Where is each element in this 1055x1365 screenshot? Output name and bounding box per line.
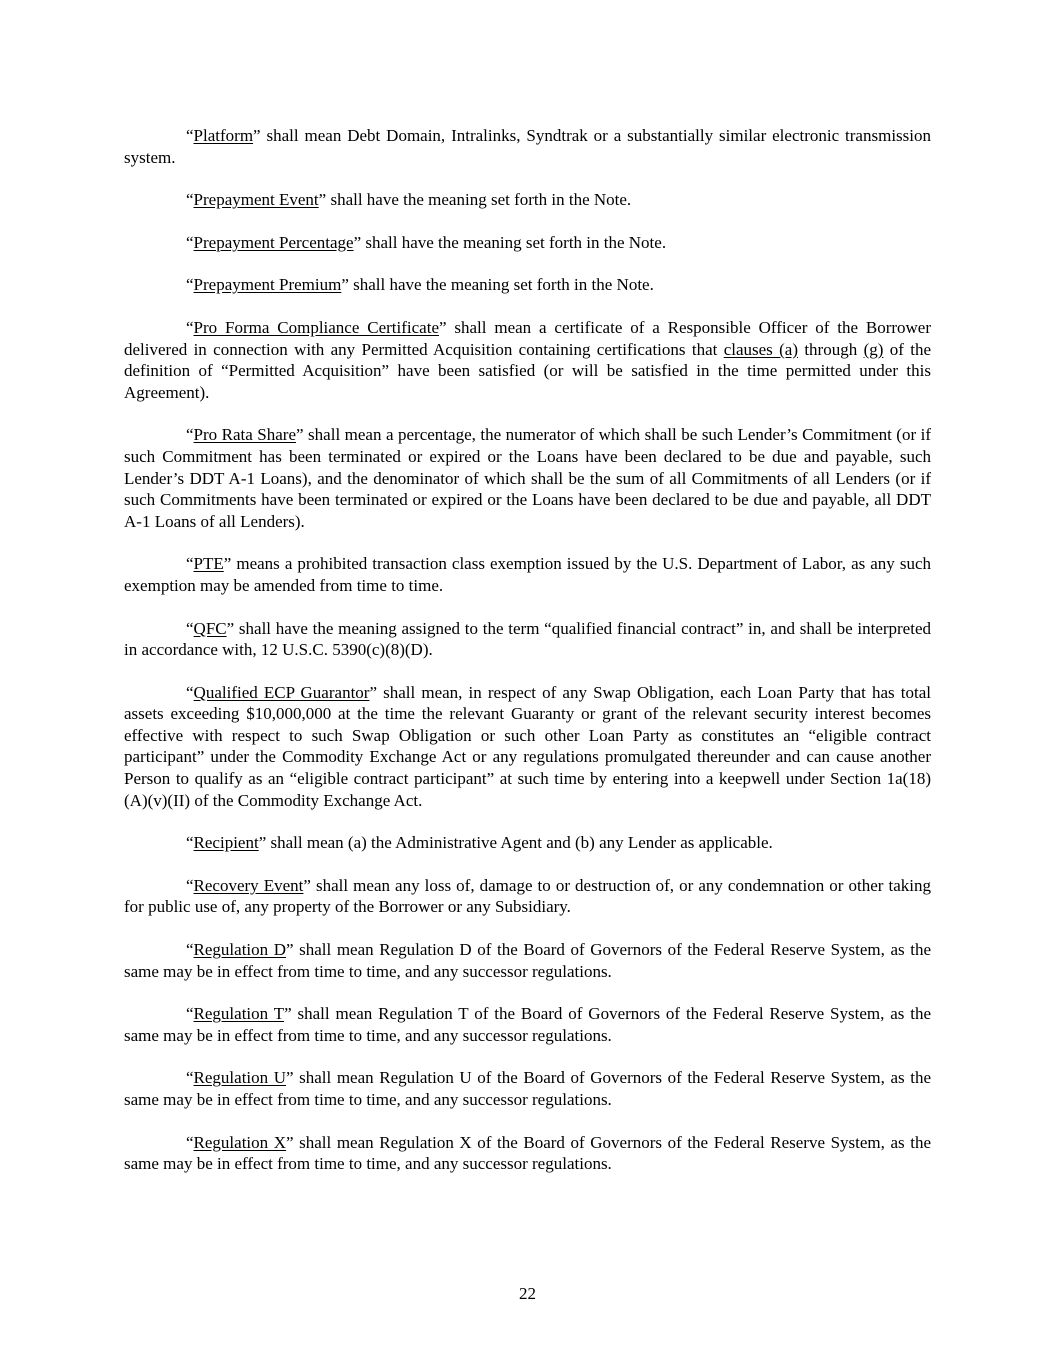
defined-term: QFC <box>193 618 227 638</box>
definition-text: of the definition of “Permitted Acquisition” have been satisfied (or will be satisfied in the time permitted under this Agreement). <box>124 339 931 402</box>
definition-text: ” shall mean (a) the Administrative Agent and (b) any Lender as applicable. <box>258 833 773 853</box>
defined-term: Pro Forma Compliance Certificate <box>193 317 439 337</box>
definition-text: ” shall mean any loss of, damage to or destruction of, or any condemnation or other taking for public use of, any property of the Borrower or any Subsidiary. <box>124 875 931 917</box>
defined-term: Recovery Event <box>193 875 304 895</box>
defined-term: Regulation T <box>193 1004 285 1024</box>
definition-text: ” shall mean Regulation U of the Board of Governors of the Federal Reserve System, as the same may be in effect from time to time, and any successor regulations. <box>124 1068 931 1109</box>
definition-pte: “PTE” means a prohibited transaction class exemption issued by the U.S. Department of Labor, as any such exemption may be amended from time to time. <box>124 554 931 595</box>
definition-text: ” shall have the meaning set forth in the Note. <box>353 232 667 252</box>
clause-reference: (g) <box>863 339 884 359</box>
definition-text: ” shall mean a certificate of a Responsible Officer of the Borrower delivered in connection with any Permitted Acquisition containing certifications that <box>124 317 932 359</box>
definition-text: ” shall mean Debt Domain, Intralinks, Syndtrak or a substantially similar electronic transmission system. <box>124 126 931 167</box>
definition-prepayment-event: “Prepayment Event” shall have the meaning set forth in the Note. <box>186 190 632 210</box>
definition-text: ” shall have the meaning assigned to the term “qualified financial contract” in, and shall be interpreted in accordance with, 12 U.S.C. 5390(c)(8)(D). <box>124 618 931 660</box>
definition-recovery-event: “Recovery Event” shall mean any loss of, damage to or destruction of, or any condemnation or other taking for public use of, any property of the Borrower or any Subsidiary. <box>124 875 931 917</box>
definition-recipient: “Recipient” shall mean (a) the Administrative Agent and (b) any Lender as applicable. <box>186 833 773 853</box>
definition-text: ” means a prohibited transaction class exemption issued by the U.S. Department of Labor, as any such exemption may be amended from time to time. <box>124 554 931 595</box>
clause-reference: clauses (a) <box>723 339 798 359</box>
defined-term: Pro Rata Share <box>193 425 297 445</box>
page-number: 22 <box>519 1284 536 1303</box>
definition-text: ” shall mean a percentage, the numerator of which shall be such Lender’s Commitment (or if such Commitment has been terminated or expired or the Loans have been declared to be due and payable, such Lender’s DDT A-1 Loans), and the denominator of which shall be the sum of all Commitments of all Lenders (or if such Commitments have been terminated or expired or the Loans have been declared to be due and payable, all DDT A-1 Loans of all Lenders). <box>124 425 931 531</box>
defined-term: Prepayment Percentage <box>193 232 354 252</box>
defined-term: Regulation U <box>193 1068 287 1088</box>
definition-regulation-t: “Regulation T” shall mean Regulation T of the Board of Governors of the Federal Reserve System, as the same may be in effect from time to time, and any successor regulations. <box>124 1004 931 1045</box>
defined-term: Prepayment Premium <box>193 275 342 295</box>
defined-term: Regulation D <box>193 940 287 960</box>
definition-text: ” shall have the meaning set forth in the Note. <box>341 275 654 295</box>
definition-pro-rata-share: “Pro Rata Share” shall mean a percentage, the numerator of which shall be such Lender’s Commitment (or if such Commitment has been terminated or expired or the Loans have been declared to be due and payable, such Lender’s DDT A-1 Loans), and the denominator of which shall be the sum of all Commitments of all Lenders (or if such Commitments have been terminated or expired or the Loans have been declared to be due and payable, all DDT A-1 Loans of all Lenders). <box>124 425 931 531</box>
definition-text: through <box>798 339 864 359</box>
defined-term: Qualified ECP Guarantor <box>193 682 370 702</box>
definition-pro-forma-compliance-certificate: “Pro Forma Compliance Certificate” shall mean a certificate of a Responsible Officer of the Borrower delivered in connection with any Permitted Acquisition containing certifications that clauses (a) through (g) of the definition of “Permitted Acquisition” have been satisfied (or will be satisfied in the time permitted under this Agreement). <box>124 317 932 402</box>
definition-text: ” shall mean Regulation T of the Board of Governors of the Federal Reserve System, as the same may be in effect from time to time, and any successor regulations. <box>124 1004 931 1045</box>
definition-qfc: “QFC” shall have the meaning assigned to the term “qualified financial contract” in, and shall be interpreted in accordance with, 12 U.S.C. 5390(c)(8)(D). <box>124 618 931 660</box>
definition-prepayment-premium: “Prepayment Premium” shall have the meaning set forth in the Note. <box>186 275 654 295</box>
defined-term: Recipient <box>193 833 259 853</box>
definition-qualified-ecp-guarantor: “Qualified ECP Guarantor” shall mean, in respect of any Swap Obligation, each Loan Party that has total assets exceeding $10,000,000 at the time the relevant Guaranty or grant of the relevant security interest becomes effective with respect to such Swap Obligation or such other Loan Party as constitutes an “eligible contract participant” under the Commodity Exchange Act or any regulations promulgated thereunder and can cause another Person to qualify as an “eligible contract participant” at such time by entering into a keepwell under Section 1a(18)(A)(v)(II) of the Commodity Exchange Act. <box>124 682 931 810</box>
definition-prepayment-percentage: “Prepayment Percentage” shall have the meaning set forth in the Note. <box>186 232 667 252</box>
definition-text: ” shall mean Regulation D of the Board of Governors of the Federal Reserve System, as the same may be in effect from time to time, and any successor regulations. <box>124 940 931 981</box>
definition-text: ” shall mean Regulation X of the Board of Governors of the Federal Reserve System, as the same may be in effect from time to time, and any successor regulations. <box>124 1132 931 1174</box>
definition-platform: “Platform” shall mean Debt Domain, Intralinks, Syndtrak or a substantially similar electronic transmission system. <box>124 126 931 167</box>
defined-term: Prepayment Event <box>193 190 319 210</box>
definitions-section <box>124 125 931 1196</box>
definition-regulation-x: “Regulation X” shall mean Regulation X of the Board of Governors of the Federal Reserve System, as the same may be in effect from time to time, and any successor regulations. <box>124 1132 931 1174</box>
defined-term: Platform <box>193 126 254 145</box>
defined-term: PTE <box>193 554 224 574</box>
definition-text: ” shall have the meaning set forth in the Note. <box>318 190 632 210</box>
definition-regulation-u: “Regulation U” shall mean Regulation U of the Board of Governors of the Federal Reserve System, as the same may be in effect from time to time, and any successor regulations. <box>124 1068 931 1109</box>
definition-text: ” shall mean, in respect of any Swap Obligation, each Loan Party that has total assets exceeding $10,000,000 at the time the relevant Guaranty or grant of the relevant security interest becomes effective with respect to such Swap Obligation or such other Loan Party as constitutes an “eligible contract participant” under the Commodity Exchange Act or any regulations promulgated thereunder and can cause another Person to qualify as an “eligible contract participant” at such time by entering into a keepwell under Section 1a(18)(A)(v)(II) of the Commodity Exchange Act. <box>124 682 931 810</box>
defined-term: Regulation X <box>193 1132 287 1152</box>
definition-regulation-d: “Regulation D” shall mean Regulation D of the Board of Governors of the Federal Reserve System, as the same may be in effect from time to time, and any successor regulations. <box>124 940 931 981</box>
